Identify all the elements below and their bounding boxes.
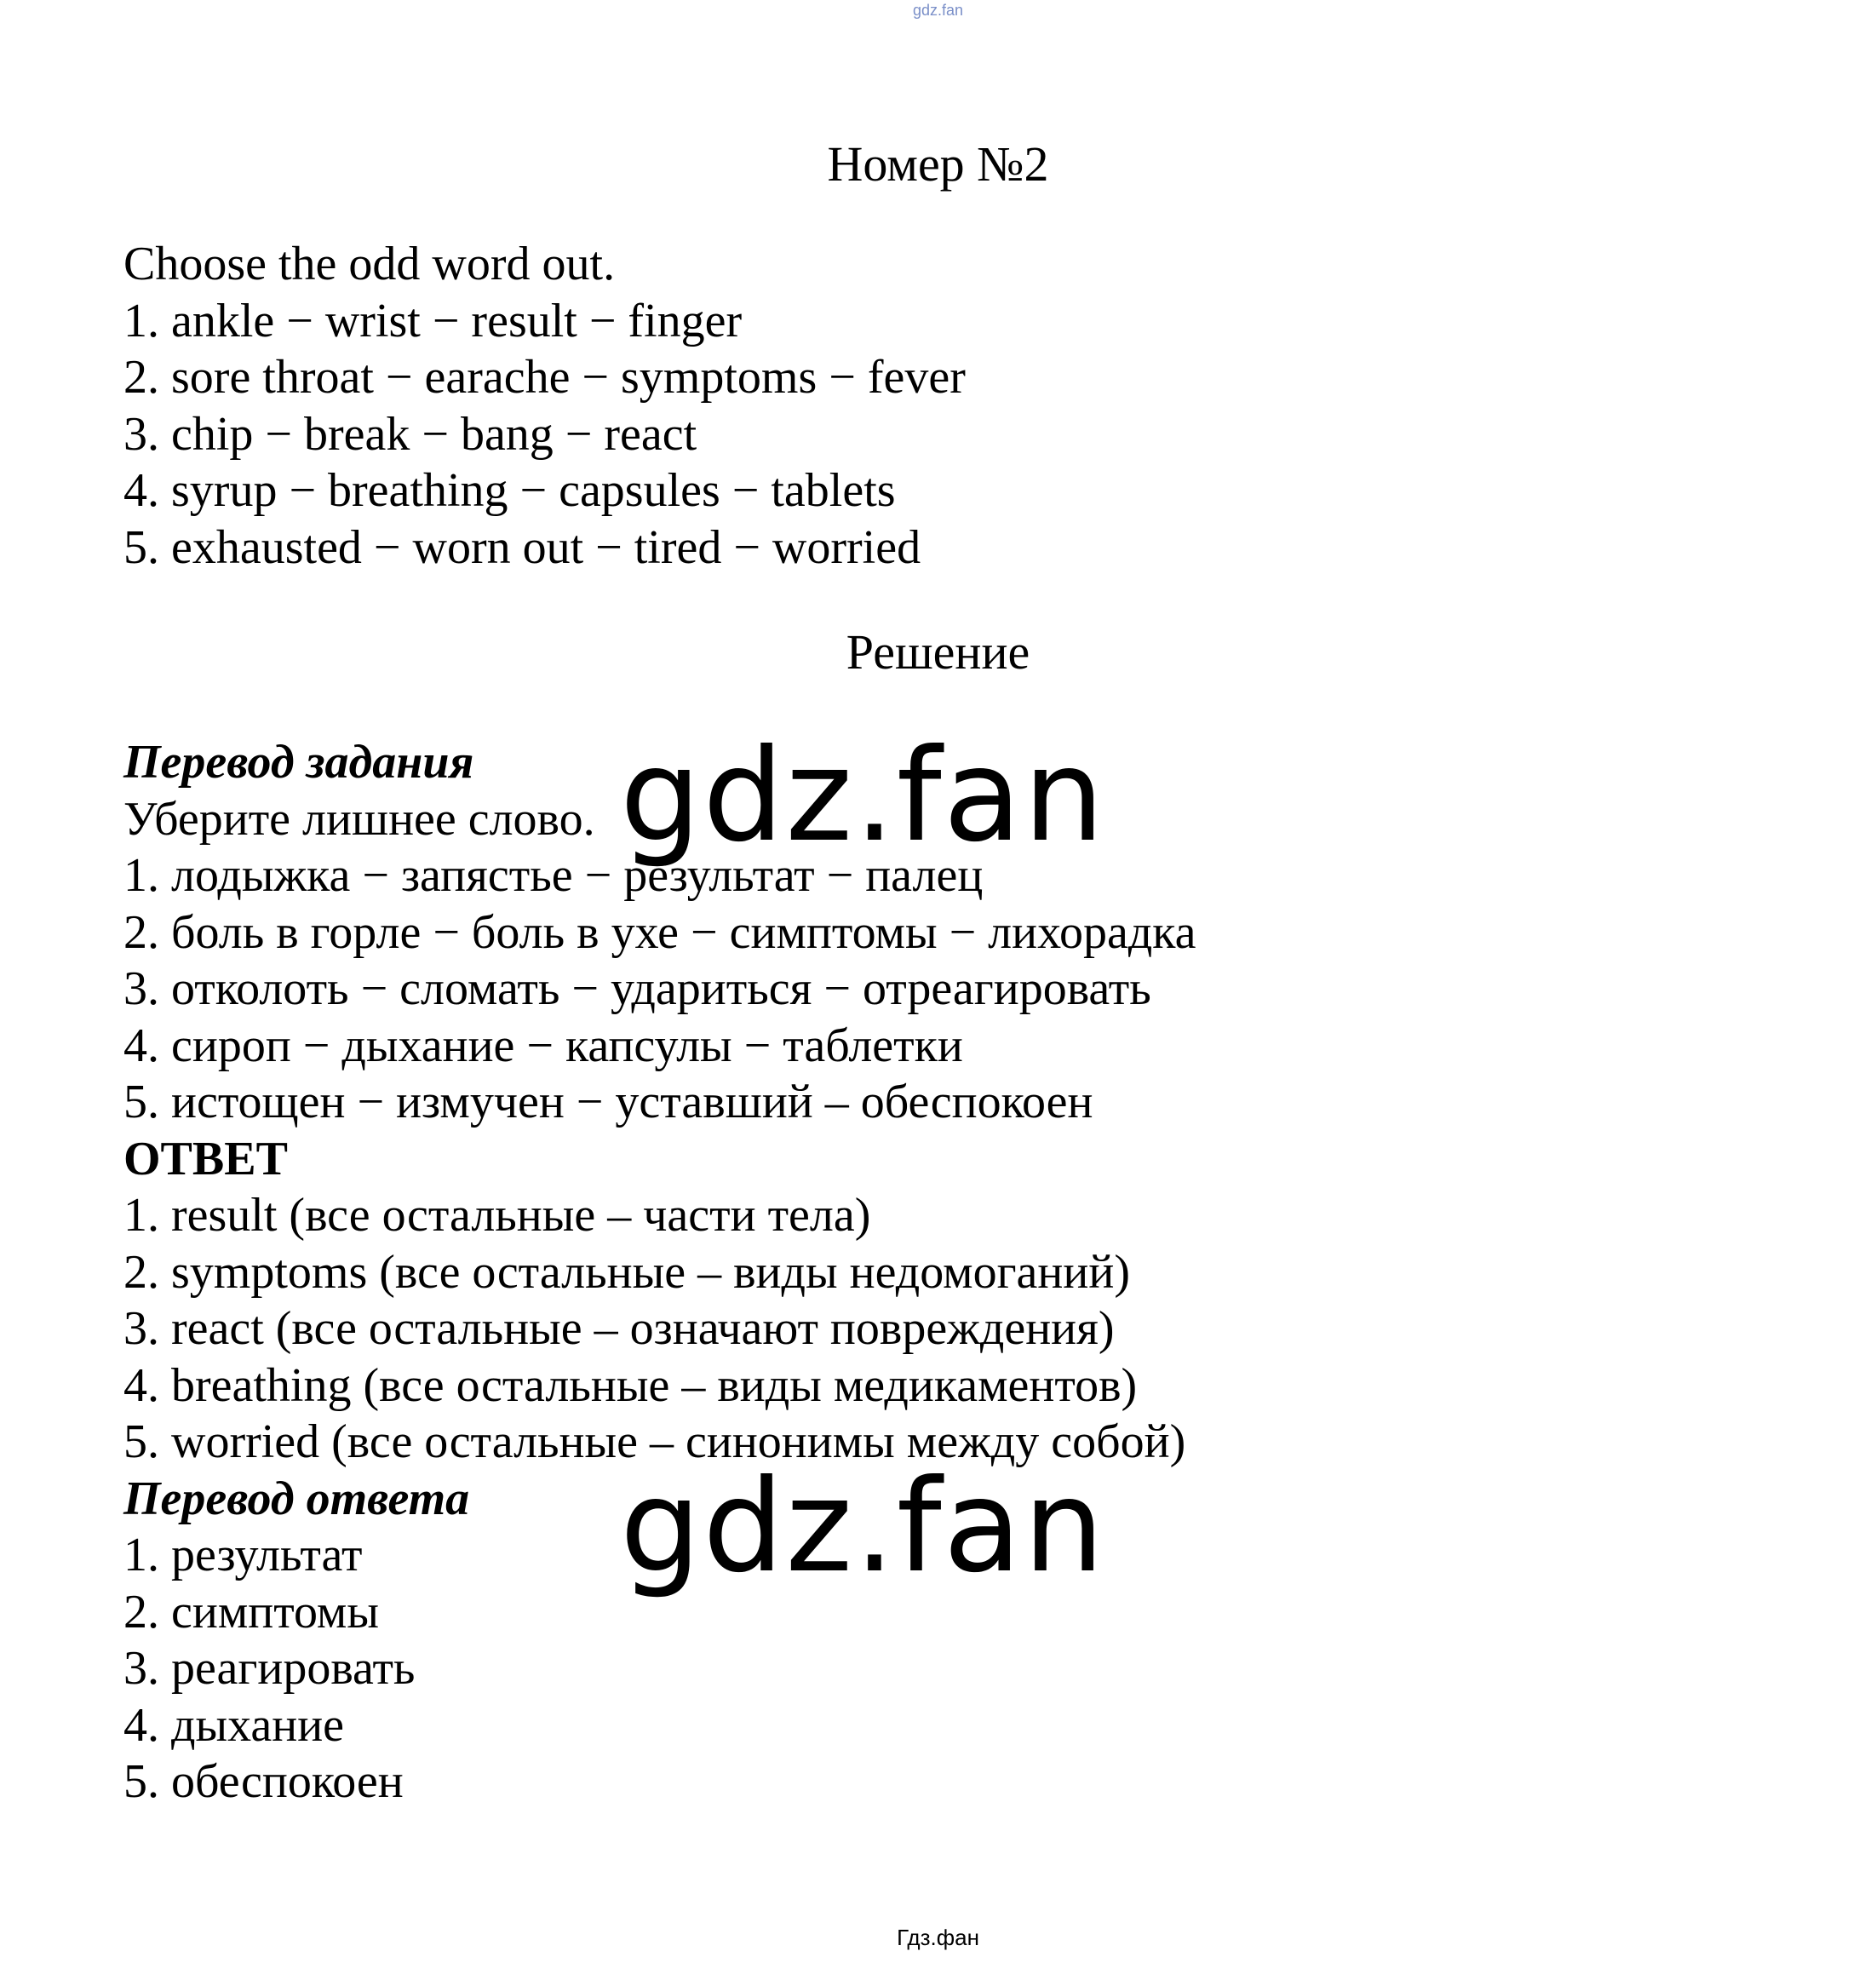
answer-item-5: 5. worried (все остальные – синонимы между собой) [123, 1415, 1186, 1468]
watermark-lower: gdz.fan [620, 1453, 1106, 1601]
page-title: Номер №2 [827, 136, 1049, 192]
answer-translation-heading: Перевод ответа [123, 1472, 470, 1525]
answer-item-1: 1. result (все остальные – части тела) [123, 1189, 871, 1242]
answer-translation-item-4: 4. дыхание [123, 1698, 345, 1752]
task-translation-instruction: Уберите лишнее слово. [123, 792, 595, 846]
task-item-2: 2. sore throat − earache − symptoms − fever [123, 351, 966, 404]
task-translation-heading: Перевод задания [123, 736, 474, 789]
solution-heading: Решение [846, 624, 1030, 680]
watermark-upper: gdz.fan [620, 722, 1106, 870]
answer-item-2: 2. symptoms (все остальные – виды недомоганий) [123, 1245, 1130, 1299]
task-translation-item-1: 1. лодыжка − запястье − результат − палец [123, 849, 984, 902]
answer-translation-item-2: 2. симптомы [123, 1585, 379, 1639]
answer-translation-item-3: 3. реагировать [123, 1642, 416, 1695]
task-item-3: 3. chip − break − bang − react [123, 407, 697, 461]
answer-translation-item-1: 1. результат [123, 1529, 363, 1581]
task-item-5: 5. exhausted − worn out − tired − worried [123, 520, 921, 574]
task-section [123, 236, 966, 576]
site-mark-footer: Гдз.фан [897, 1925, 979, 1950]
task-translation-item-5: 5. истощен − измучен − уставший – обеспокоен [123, 1076, 1093, 1128]
task-item-4: 4. syrup − breathing − capsules − tablets [123, 464, 896, 517]
task-translation-item-4: 4. сироп − дыхание − капсулы − таблетки [123, 1019, 963, 1072]
answer-item-3: 3. react (все остальные – означают повреждения) [123, 1302, 1115, 1355]
task-instruction: Choose the odd word out. [123, 238, 616, 290]
task-translation-item-3: 3. отколоть − сломать − удариться − отреагировать [123, 962, 1151, 1015]
site-mark-top: gdz.fan [912, 2, 964, 19]
task-translation-item-2: 2. боль в горле − боль в ухе − симптомы − лихорадка [123, 905, 1196, 959]
answer-translation-item-5: 5. обеспокоен [123, 1755, 404, 1808]
answer-heading: ОТВЕТ [123, 1132, 288, 1185]
solution-section [123, 722, 1196, 1811]
task-item-1: 1. ankle − wrist − result − finger [123, 294, 743, 347]
answer-item-4: 4. breathing (все остальные – виды медикаментов) [123, 1358, 1138, 1412]
